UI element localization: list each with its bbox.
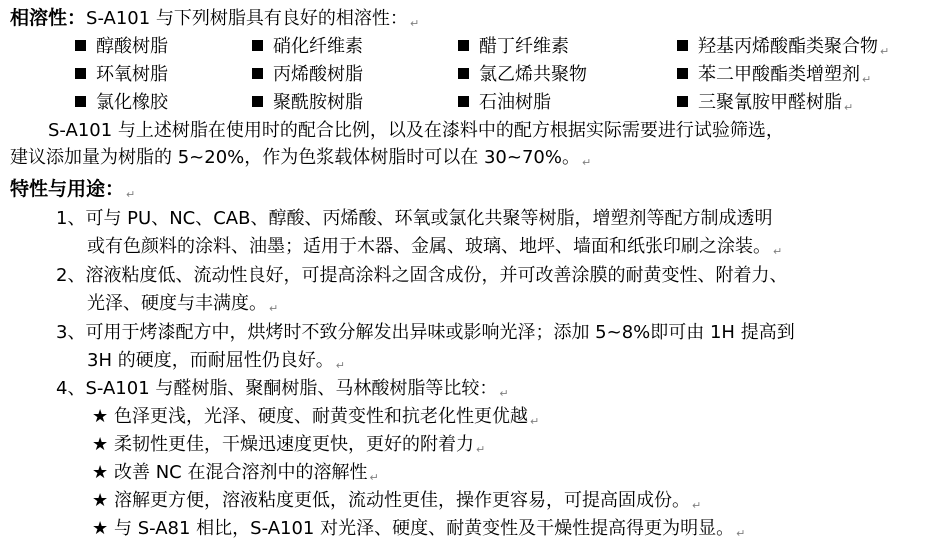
resin-item: 硝化纤维素 (252, 35, 363, 59)
square-bullet-icon (75, 96, 86, 107)
square-bullet-icon (75, 68, 86, 79)
star-bullet-icon: ★ (92, 434, 109, 455)
resin-item: 氯化橡胶 (75, 91, 168, 115)
star-bullet-icon: ★ (92, 462, 109, 483)
feature-item-2-line2: 光泽、硬度与丰满度。 ↵ (87, 293, 279, 315)
resin-item: 丙烯酸树脂 (252, 63, 363, 87)
paragraph-mark-icon: ↵ (126, 188, 136, 201)
resin-item: 聚酰胺树脂 (252, 91, 363, 115)
square-bullet-icon (75, 40, 86, 51)
feature-item-3-line1: 3、可用于烤漆配方中，烘烤时不致分解发出异味或影响光泽；添加 5~8%即可由 1H 提高到 (56, 322, 795, 343)
star-bullet-icon: ★ (92, 406, 109, 427)
paragraph-mark-icon: ↵ (692, 499, 702, 512)
feature-item-1-line2: 或有色颜料的涂料、油墨；适用于木器、金属、玻璃、地坪、墙面和纸张印刷之涂装。 ↵ (87, 236, 783, 258)
paragraph-mark-icon: ↵ (476, 443, 486, 456)
square-bullet-icon (677, 68, 688, 79)
paragraph-mark-icon: ↵ (581, 156, 592, 169)
feature-item-4-line1: 4、S-A101 与醛树脂、聚酮树脂、马林酸树脂等比较： ↵ (56, 378, 509, 400)
resin-item: 羟基丙烯酸酯类聚合物 ↵ (677, 35, 889, 59)
star-bullet-icon: ★ (92, 518, 109, 539)
resin-item: 醇酸树脂 (75, 35, 168, 59)
feature-item-2-line1: 2、溶液粘度低、流动性良好，可提高涂料之固含成份，并可改善涂膜的耐黄变性、附着力、 (56, 265, 788, 286)
square-bullet-icon (252, 40, 263, 51)
paragraph-mark-icon: ↵ (369, 471, 379, 484)
resin-item: 氯乙烯共聚物 (458, 63, 587, 87)
square-bullet-icon (677, 96, 688, 107)
resin-item: 醋丁纤维素 (458, 35, 569, 59)
compat-heading: 相溶性： (10, 7, 87, 29)
paragraph-mark-icon: ↵ (409, 17, 420, 30)
square-bullet-icon (677, 40, 688, 51)
comparison-item: ★ 改善 NC 在混合溶剂中的溶解性 ↵ (92, 462, 379, 484)
paragraph-mark-icon: ↵ (736, 527, 746, 540)
paragraph-mark-icon: ↵ (530, 415, 540, 428)
resin-item: 环氧树脂 (75, 63, 168, 87)
paragraph-mark-icon: ↵ (844, 101, 854, 114)
compat-heading-line (10, 6, 419, 30)
paragraph-mark-icon: ↵ (773, 245, 783, 258)
resin-item: 石油树脂 (458, 91, 551, 115)
comparison-item: ★ 色泽更浅，光泽、硬度、耐黄变性和抗老化性更优越 ↵ (92, 406, 540, 428)
resin-item: 三聚氰胺甲醛树脂 ↵ (677, 91, 853, 115)
comparison-item: ★ 柔韧性更佳，干燥迅速度更快，更好的附着力 ↵ (92, 434, 486, 456)
resin-item: 苯二甲酸酯类增塑剂 ↵ (677, 63, 871, 87)
comparison-item: ★ 溶解更方便，溶液粘度更低，流动性更佳，操作更容易，可提高固成份。 ↵ (92, 490, 702, 512)
features-heading-line (10, 177, 135, 201)
comparison-item: ★ 与 S-A81 相比，S-A101 对光泽、硬度、耐黄变性及干燥性提高得更为明显。 ↵ (92, 518, 746, 540)
square-bullet-icon (252, 68, 263, 79)
paragraph-mark-icon: ↵ (269, 302, 279, 315)
paragraph-mark-icon: ↵ (499, 387, 509, 400)
paragraph-mark-icon: ↵ (880, 45, 890, 58)
ratio-paragraph-line1: S-A101 与上述树脂在使用时的配合比例，以及在漆料中的配方根据实际需要进行试验筛选， (48, 120, 784, 141)
ratio-paragraph-line2: 建议添加量为树脂的 5~20%，作为色浆载体树脂时可以在 30~70%。 ↵ (10, 147, 592, 169)
star-bullet-icon: ★ (92, 490, 109, 511)
square-bullet-icon (458, 96, 469, 107)
compat-intro: S-A101 与下列树脂具有良好的相溶性： (86, 8, 408, 29)
features-heading: 特性与用途： (10, 178, 125, 200)
feature-item-1-line1: 1、可与 PU、NC、CAB、醇酸、丙烯酸、环氧或氯化共聚等树脂，增塑剂等配方制成透明 (56, 208, 773, 229)
square-bullet-icon (458, 68, 469, 79)
square-bullet-icon (458, 40, 469, 51)
paragraph-mark-icon: ↵ (335, 359, 345, 372)
square-bullet-icon (252, 96, 263, 107)
paragraph-mark-icon: ↵ (862, 73, 872, 86)
feature-item-3-line2: 3H 的硬度，而耐屈性仍良好。 ↵ (87, 350, 345, 372)
